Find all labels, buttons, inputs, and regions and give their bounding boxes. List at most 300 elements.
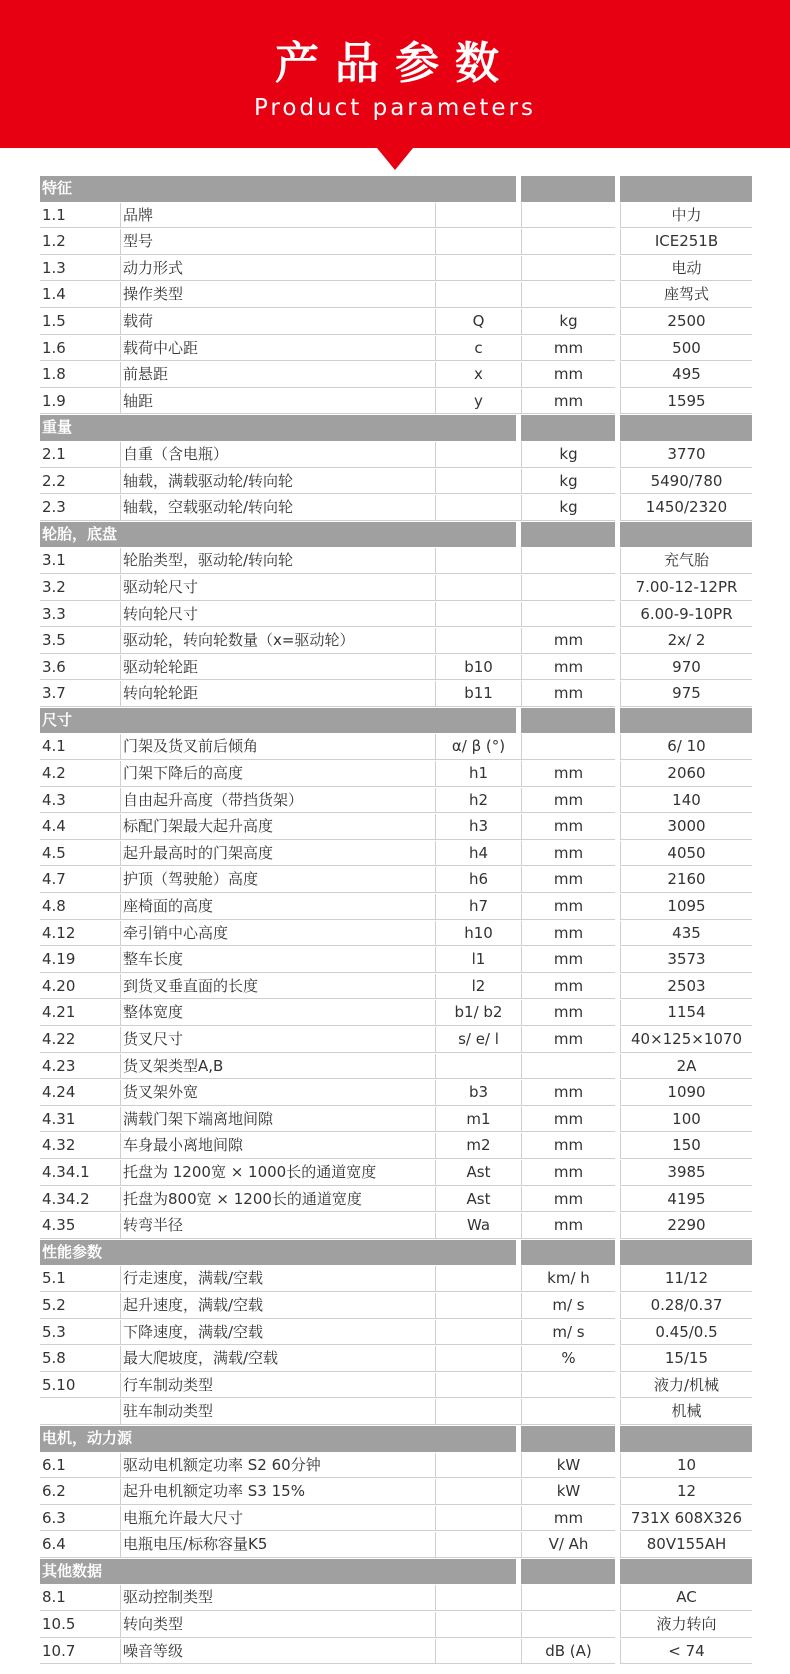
row-unit: mm [521,921,615,947]
section-header [40,1426,752,1453]
table-row [40,469,752,496]
row-unit: kW [521,1479,615,1505]
row-number: 4.20 [40,974,120,1000]
table-row [40,628,752,655]
table-row [40,1107,752,1134]
row-unit: mm [521,1160,615,1186]
row-symbol: h7 [435,894,521,920]
row-number: 8.1 [40,1585,120,1611]
row-symbol: b3 [435,1080,521,1106]
row-value: 12 [620,1479,752,1505]
row-number: 2.3 [40,495,120,521]
row-number: 4.4 [40,814,120,840]
row-symbol [435,469,521,495]
row-unit: mm [521,681,615,707]
row-symbol: m1 [435,1107,521,1133]
section-header [40,176,752,203]
table-row [40,1027,752,1054]
row-number: 4.19 [40,947,120,973]
row-symbol: h1 [435,761,521,787]
row-number: 3.2 [40,575,120,601]
row-number: 4.8 [40,894,120,920]
row-unit [521,548,615,574]
row-symbol: m2 [435,1133,521,1159]
row-name: 轴距 [120,389,435,415]
row-name: 车身最小离地间隙 [120,1133,435,1159]
row-value: 3985 [620,1160,752,1186]
row-name: 整体宽度 [120,1000,435,1026]
table-row [40,336,752,363]
row-unit: mm [521,655,615,681]
table-row [40,681,752,708]
row-name: 前悬距 [120,362,435,388]
row-number: 1.1 [40,203,120,229]
row-number: 4.24 [40,1080,120,1106]
table-row [40,1346,752,1373]
table-row [40,1479,752,1506]
row-unit: mm [521,1506,615,1532]
row-number: 4.35 [40,1213,120,1239]
row-value: 435 [620,921,752,947]
row-value: 6/ 10 [620,734,752,760]
row-name: 门架下降后的高度 [120,761,435,787]
row-unit: kg [521,469,615,495]
table-row [40,1373,752,1400]
row-name: 行走速度，满载/空载 [120,1266,435,1292]
row-number: 5.10 [40,1373,120,1399]
row-name: 起升最高时的门架高度 [120,841,435,867]
row-number: 4.34.2 [40,1187,120,1213]
row-unit: dB (A) [521,1639,615,1665]
section-header-cell [620,1426,752,1452]
table-row [40,495,752,522]
table-row [40,309,752,336]
table-row [40,1506,752,1533]
section-title: 尺寸 [40,708,516,734]
row-unit: mm [521,1213,615,1239]
row-number: 3.6 [40,655,120,681]
table-row [40,1080,752,1107]
row-symbol: b10 [435,655,521,681]
table-row [40,655,752,682]
row-unit [521,602,615,628]
row-symbol: Q [435,309,521,335]
table-row [40,1054,752,1081]
row-symbol: Wa [435,1213,521,1239]
table-row [40,1160,752,1187]
row-number: 10.7 [40,1639,120,1665]
row-name: 到货叉垂直面的长度 [120,974,435,1000]
section-title: 性能参数 [40,1240,516,1266]
row-value: 机械 [620,1399,752,1425]
row-number: 2.2 [40,469,120,495]
section-title: 特征 [40,176,516,202]
row-symbol [435,1054,521,1080]
row-number: 4.5 [40,841,120,867]
section-header-cell [620,522,752,548]
row-symbol: Ast [435,1160,521,1186]
row-name: 自由起升高度（带挡货架） [120,788,435,814]
table-row [40,734,752,761]
table-row [40,256,752,283]
table-row [40,1453,752,1480]
row-unit [521,282,615,308]
section-header-cell [521,1426,615,1452]
row-value: 座驾式 [620,282,752,308]
row-unit [521,203,615,229]
row-name: 托盘为 1200宽 × 1000长的通道宽度 [120,1160,435,1186]
row-name: 满载门架下端离地间隙 [120,1107,435,1133]
row-unit [521,1054,615,1080]
section-header-cell [521,1559,615,1585]
row-value: 495 [620,362,752,388]
row-number: 5.1 [40,1266,120,1292]
row-unit: mm [521,1027,615,1053]
row-value: 140 [620,788,752,814]
row-unit: mm [521,1080,615,1106]
row-unit: mm [521,841,615,867]
row-unit [521,734,615,760]
row-symbol [435,1399,521,1425]
row-name: 驱动轮，转向轮数量（x=驱动轮） [120,628,435,654]
row-symbol [435,1266,521,1292]
row-symbol [435,256,521,282]
section-title: 电机，动力源 [40,1426,516,1452]
row-value: 100 [620,1107,752,1133]
row-number [40,1399,120,1425]
row-name: 门架及货叉前后倾角 [120,734,435,760]
row-number: 1.2 [40,229,120,255]
row-unit: m/ s [521,1320,615,1346]
row-value: 2160 [620,867,752,893]
row-number: 4.7 [40,867,120,893]
row-value: 2500 [620,309,752,335]
section-header-cell [521,415,615,441]
row-name: 驱动电机额定功率 S2 60分钟 [120,1453,435,1479]
row-symbol [435,229,521,255]
row-symbol [435,602,521,628]
row-name: 护顶（驾驶舱）高度 [120,867,435,893]
row-symbol [435,1453,521,1479]
table-row [40,1000,752,1027]
row-unit [521,575,615,601]
row-unit: mm [521,628,615,654]
row-name: 轴载，空载驱动轮/转向轮 [120,495,435,521]
row-number: 4.2 [40,761,120,787]
row-name: 起升电机额定功率 S3 15% [120,1479,435,1505]
row-number: 1.4 [40,282,120,308]
table-row [40,1532,752,1559]
row-number: 6.4 [40,1532,120,1558]
table-row [40,814,752,841]
row-number: 3.1 [40,548,120,574]
table-row [40,1639,752,1666]
row-unit: mm [521,1133,615,1159]
row-name: 下降速度，满载/空载 [120,1320,435,1346]
row-symbol: b1/ b2 [435,1000,521,1026]
row-symbol: c [435,336,521,362]
row-value: < 74 [620,1639,752,1665]
row-name: 轴载，满载驱动轮/转向轮 [120,469,435,495]
row-value: 7.00-12-12PR [620,575,752,601]
row-value: 3000 [620,814,752,840]
row-value: 80V155AH [620,1532,752,1558]
row-unit: mm [521,362,615,388]
section-header-cell [620,708,752,734]
row-value: 975 [620,681,752,707]
table-row [40,788,752,815]
row-value: 4195 [620,1187,752,1213]
table-row [40,947,752,974]
page-subtitle: Product parameters [253,95,537,121]
section-title: 轮胎，底盘 [40,522,516,548]
row-number: 1.9 [40,389,120,415]
section-title: 其他数据 [40,1559,516,1585]
row-value: 液力转向 [620,1612,752,1638]
row-symbol: α/ β (°) [435,734,521,760]
row-name: 货叉尺寸 [120,1027,435,1053]
table-row [40,442,752,469]
row-unit: kg [521,495,615,521]
row-symbol: l1 [435,947,521,973]
row-value: 2503 [620,974,752,1000]
row-symbol [435,628,521,654]
row-name: 电瓶电压/标称容量K5 [120,1532,435,1558]
row-symbol: h4 [435,841,521,867]
row-value: 4050 [620,841,752,867]
row-name: 噪音等级 [120,1639,435,1665]
row-number: 4.31 [40,1107,120,1133]
table-row [40,1133,752,1160]
row-value: 充气胎 [620,548,752,574]
table-row [40,362,752,389]
row-symbol [435,575,521,601]
row-unit [521,1612,615,1638]
row-unit [521,1399,615,1425]
row-value: 970 [620,655,752,681]
table-row [40,389,752,416]
row-name: 驻车制动类型 [120,1399,435,1425]
row-name: 转向类型 [120,1612,435,1638]
table-row [40,282,752,309]
row-unit: mm [521,947,615,973]
section-header [40,415,752,442]
row-value: 3770 [620,442,752,468]
row-symbol: h2 [435,788,521,814]
row-name: 货叉架类型A,B [120,1054,435,1080]
row-name: 转向轮尺寸 [120,602,435,628]
table-row [40,1320,752,1347]
section-header-cell [620,1559,752,1585]
row-number: 4.3 [40,788,120,814]
row-name: 驱动控制类型 [120,1585,435,1611]
row-symbol: h6 [435,867,521,893]
row-value: 中力 [620,203,752,229]
row-name: 牵引销中心高度 [120,921,435,947]
table-row [40,203,752,230]
section-header [40,1559,752,1586]
row-symbol: x [435,362,521,388]
row-symbol: h3 [435,814,521,840]
row-value: 1595 [620,389,752,415]
table-row [40,867,752,894]
row-unit: mm [521,1187,615,1213]
row-value: 液力/机械 [620,1373,752,1399]
row-value: 6.00-9-10PR [620,602,752,628]
row-number: 4.1 [40,734,120,760]
row-number: 4.32 [40,1133,120,1159]
row-unit: mm [521,894,615,920]
row-number: 4.23 [40,1054,120,1080]
table-row [40,602,752,629]
section-header-cell [521,522,615,548]
row-unit: mm [521,389,615,415]
row-value: 10 [620,1453,752,1479]
row-symbol: b11 [435,681,521,707]
row-name: 驱动轮轮距 [120,655,435,681]
row-number: 6.1 [40,1453,120,1479]
row-unit: mm [521,814,615,840]
table-row [40,894,752,921]
row-name: 操作类型 [120,282,435,308]
row-symbol: y [435,389,521,415]
section-header [40,708,752,735]
row-number: 6.2 [40,1479,120,1505]
row-unit: % [521,1346,615,1372]
row-symbol [435,1506,521,1532]
row-value: 0.28/0.37 [620,1293,752,1319]
row-number: 4.22 [40,1027,120,1053]
row-unit: kg [521,442,615,468]
row-value: 1154 [620,1000,752,1026]
row-unit: mm [521,761,615,787]
row-number: 5.3 [40,1320,120,1346]
table-row [40,1187,752,1214]
table-row [40,1585,752,1612]
spec-table [40,176,752,1665]
row-number: 5.8 [40,1346,120,1372]
table-row [40,1266,752,1293]
row-value: 3573 [620,947,752,973]
row-name: 动力形式 [120,256,435,282]
section-header [40,1240,752,1267]
row-unit: mm [521,336,615,362]
row-symbol [435,1639,521,1665]
row-symbol [435,442,521,468]
row-number: 4.21 [40,1000,120,1026]
row-name: 托盘为800宽 × 1200长的通道宽度 [120,1187,435,1213]
row-symbol: s/ e/ l [435,1027,521,1053]
row-value: 2290 [620,1213,752,1239]
table-row [40,1293,752,1320]
row-value: 150 [620,1133,752,1159]
row-value: 2A [620,1054,752,1080]
row-unit: V/ Ah [521,1532,615,1558]
row-unit: mm [521,867,615,893]
row-symbol [435,1346,521,1372]
row-name: 起升速度，满载/空载 [120,1293,435,1319]
row-unit: mm [521,1000,615,1026]
row-symbol [435,1532,521,1558]
header-banner [0,0,790,148]
row-unit: kg [521,309,615,335]
row-value: ICE251B [620,229,752,255]
row-name: 驱动轮尺寸 [120,575,435,601]
row-number: 1.3 [40,256,120,282]
row-symbol [435,1479,521,1505]
section-header-cell [620,176,752,202]
row-unit: kW [521,1453,615,1479]
row-value: 5490/780 [620,469,752,495]
row-value: 1090 [620,1080,752,1106]
banner-notch [377,148,413,170]
section-header-cell [521,708,615,734]
row-symbol [435,203,521,229]
section-header-cell [521,176,615,202]
row-name: 自重（含电瓶） [120,442,435,468]
row-value: 15/15 [620,1346,752,1372]
row-name: 行车制动类型 [120,1373,435,1399]
row-symbol [435,1320,521,1346]
row-value: 1450/2320 [620,495,752,521]
row-value: 电动 [620,256,752,282]
row-name: 型号 [120,229,435,255]
section-header [40,522,752,549]
page-title: 产品参数 [275,38,515,89]
section-header-cell [620,1240,752,1266]
row-unit: km/ h [521,1266,615,1292]
section-header-cell [620,415,752,441]
row-name: 最大爬坡度，满载/空载 [120,1346,435,1372]
row-name: 载荷 [120,309,435,335]
table-row [40,761,752,788]
row-unit [521,256,615,282]
row-name: 标配门架最大起升高度 [120,814,435,840]
row-symbol [435,495,521,521]
row-unit [521,1373,615,1399]
section-header-cell [521,1240,615,1266]
row-number: 3.3 [40,602,120,628]
row-unit: mm [521,1107,615,1133]
row-name: 电瓶允许最大尺寸 [120,1506,435,1532]
table-row [40,974,752,1001]
row-value: AC [620,1585,752,1611]
row-number: 4.12 [40,921,120,947]
row-symbol: h10 [435,921,521,947]
row-symbol [435,1612,521,1638]
table-row [40,1612,752,1639]
row-value: 11/12 [620,1266,752,1292]
row-value: 1095 [620,894,752,920]
row-symbol: l2 [435,974,521,1000]
row-symbol: Ast [435,1187,521,1213]
row-number: 1.6 [40,336,120,362]
row-name: 转向轮轮距 [120,681,435,707]
row-number: 2.1 [40,442,120,468]
row-number: 6.3 [40,1506,120,1532]
table-row [40,1399,752,1426]
table-row [40,575,752,602]
row-symbol [435,1373,521,1399]
row-value: 500 [620,336,752,362]
row-value: 2060 [620,761,752,787]
row-value: 40×125×1070 [620,1027,752,1053]
row-unit: m/ s [521,1293,615,1319]
row-number: 1.5 [40,309,120,335]
row-name: 座椅面的高度 [120,894,435,920]
row-symbol [435,1585,521,1611]
row-name: 品牌 [120,203,435,229]
